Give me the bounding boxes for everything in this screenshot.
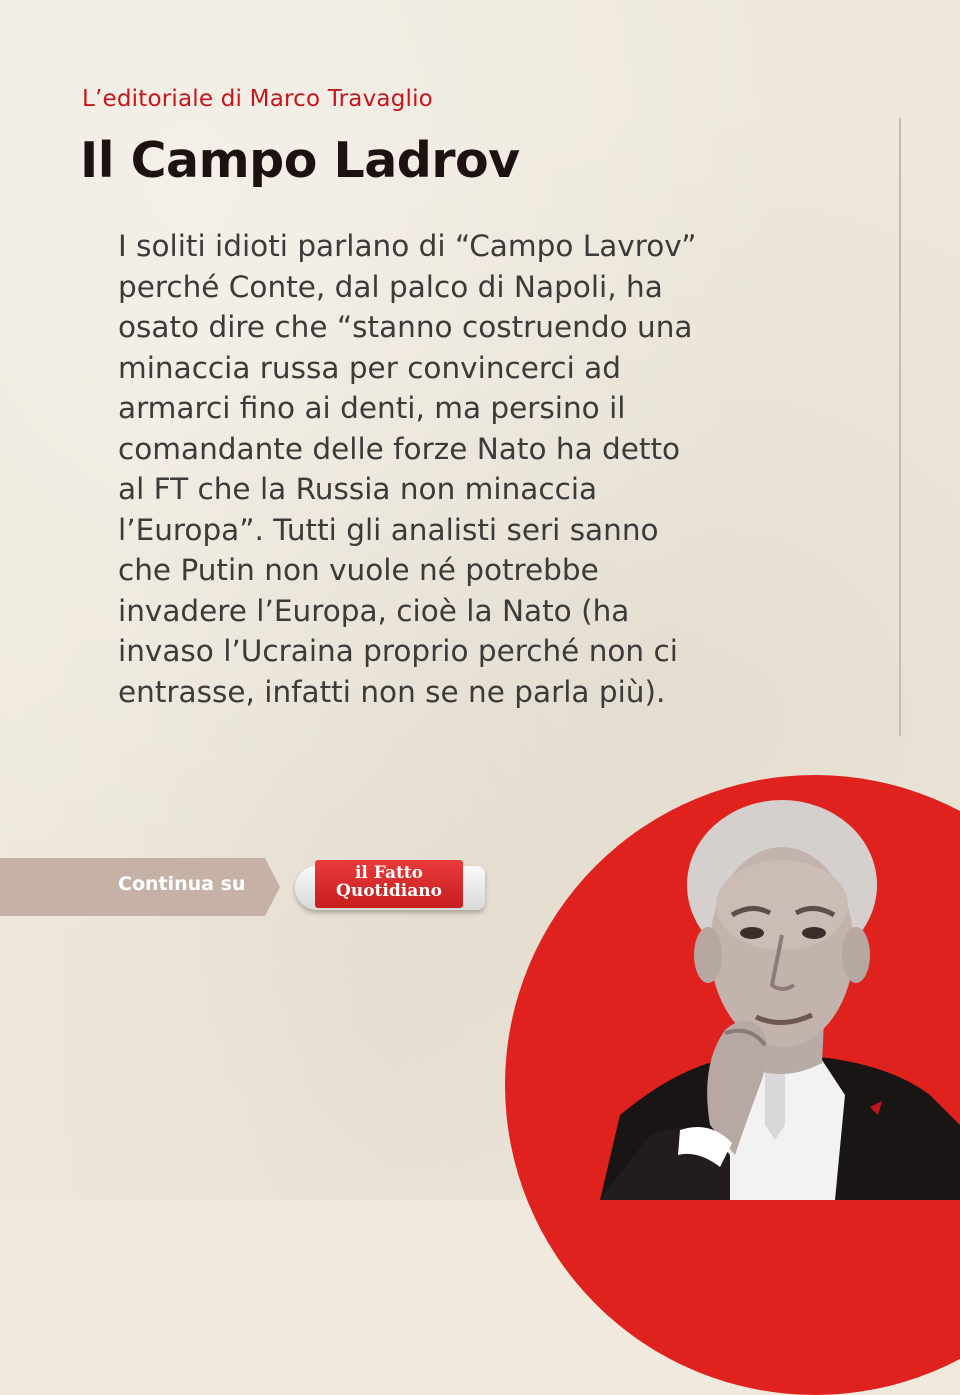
page-title: Il Campo Ladrov [80,132,520,189]
article-paragraph: I soliti idioti parlano di “Campo Lavrov” perché Conte, dal palco di Napoli, ha osato dire che “stanno costruendo una minaccia russa per convincerci ad armarci fino ai denti, ma persino il comandante delle forze Nato ha detto al FT che la Russia non minaccia l’Europa”. Tutti gli analisti seri sanno che Putin non vuole né potrebbe invadere l’Europa, cioè la Nato (ha invaso l’Ucraina proprio perché non ci entrasse, infatti non se ne parla più). [118,229,697,709]
vertical-divider [899,118,901,736]
editorial-kicker: L’editoriale di Marco Travaglio [82,86,433,112]
newspaper-masthead [315,860,463,908]
continua-su-label[interactable]: Continua su [118,873,246,895]
author-portrait [560,795,960,1200]
logo-text: il Fatto Quotidiano [336,863,442,901]
article-body [118,226,698,712]
il-fatto-quotidiano-logo[interactable] [295,858,490,914]
